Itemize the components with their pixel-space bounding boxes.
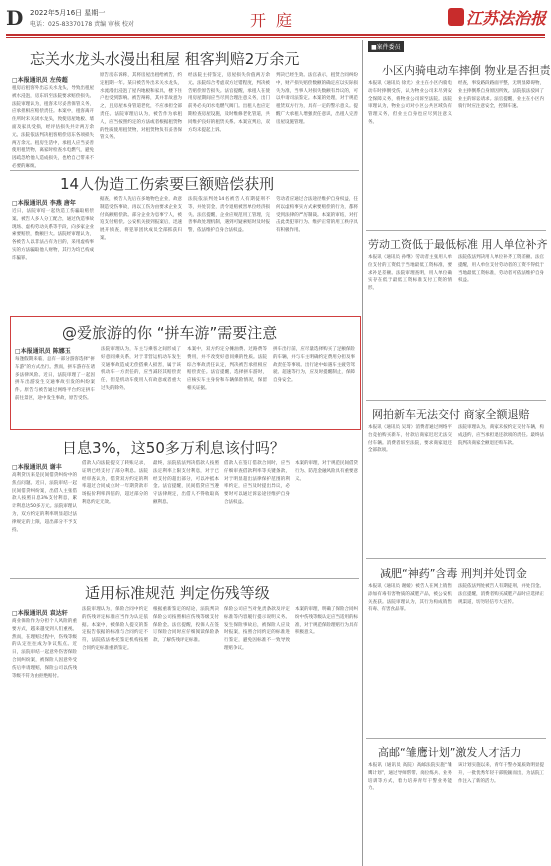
article-text: 租房后租客外出忘关水龙头，导致出租屋被水浸泡，房东诉至法院要求赔偿损失。法院审理认为，租客未尽妥善保管义务，应承担相应赔偿责任。本案中，租客离开住所时未关闭水龙头，致使房屋地板、墙面及家具受损，经评估损失共计两万余元。法院依法判决租客赔偿房东各项损失两万余元。租房生活中，承租人应当妥善使用租赁物，离家时检查水电燃气，避免因疏忽给他人造成损失，也给自己带来不必要的麻烦。: [12, 86, 94, 169]
masthead-info: 电话：025-83370178 责编 审核 校对: [30, 21, 134, 28]
article-text: 经法院主持鉴定，房屋损失价值两万余元。法院综合考虑双方过错程度，判决被告赔偿原告损失。法官提醒，承租人在使用房屋期间应当尽到合理注意义务，出门前务必关闭水电燃气阀门。出租人也应定期检查房屋设施，及时维修老化管道，共同维护良好的租赁关系。本案宣判后，双方均未提起上诉。: [188, 73, 270, 133]
article-text: 法院依法判处被告人有期徒刑，并处罚金。法官提醒，消费者购买减肥产品时应选择正规渠道，切勿轻信夸大宣传。: [458, 584, 544, 605]
newspaper-logo: [448, 6, 546, 30]
article-text: 法院依法判决用人单位补齐工资差额。法官提醒，用人单位支付劳动者的工资不得低于当地最低工资标准，劳动者可依法维护自身权益。: [458, 255, 544, 284]
section-rule: [366, 230, 546, 231]
article-text: 保险公司应当对免责条款及评定标准等内容履行提示说明义务。发生保险事故后，被保险人应及时报案，按照合同约定的标准进行鉴定，避免因标准不一致导致理赔争议。: [224, 607, 290, 651]
logo-text: 江苏法治报: [466, 9, 547, 28]
issue-date: 2022年5月16日 星期一: [30, 9, 106, 17]
article-headline: 小区内骑电动车摔倒 物业是否担责: [382, 64, 551, 77]
article-text: 本报讯（通讯员 谢媛）被告人在网上销售添加有毒有害物质的减肥产品，被公安机关查获。法院审理认为，其行为构成销售有毒、有害食品罪。: [368, 584, 452, 613]
article-text: 本案中，双方约定分摊油费、过路费等费用，并不改变好意同乘的性质。法院综合事故责任认定，判决被告承担相应赔偿责任。法官提醒，选择拼车游时，应核实车主身份和车辆保险情况，保留相关证据。: [187, 347, 267, 391]
article-text: 本报讯（通讯员 徐光）业主在小区内骑电动车时摔倒受伤，认为物业公司未尽到安全保障义务，将物业公司诉至法院。法院审理认为，物业公司对小区公共区域负有管理义务，但业主自身也应尽到注意义务。: [368, 81, 452, 125]
article-text: 本报讯（通讯员 吴琦）消费者通过网络平台竞拍购买新车，付款后商家迟迟无法交付车辆。消费者诉至法院，要求商家退还全部款项。: [368, 425, 452, 454]
article-text: 每逢假期来临，总有一部分游客选择“拼车游”的方式出行。然而，拼车游存在诸多法律风险。近日，法院审理了一起因拼车出游发生交通事故引发的纠纷案件。原告与被告通过网络平台约定拼车前往景区，途中发生事故，原告受伤。: [15, 357, 95, 401]
logo-icon: [448, 8, 464, 26]
article-headline: 劳动工资低于最低标准 用人单位补齐: [368, 238, 548, 251]
article-text: 本案的审理，对于规范民间借贷行为、防范金融风险具有重要意义。: [295, 461, 358, 482]
section-rule: [10, 170, 359, 171]
article-headline: 高邮“雏鹰计划”激发人才活力: [378, 746, 522, 759]
article-text: 据查，被告人先后在多地物色企业，故意制造受伤事故，再以工伤为由要求企业支付高额赔偿款。部分企业为息事宁人，被迫支付赔偿。公安机关接到报案后，迅速展开侦查，将犯罪团伙成员全部抓获归案。: [100, 197, 182, 241]
article-text: 借款人在签订借款合同时，应当仔细审查借款利率等关键条款，对于明显超出法律保护范围的利率约定，应当及时提出异议，必要时可以通过诉讼途径维护自身合法权益。: [224, 461, 290, 505]
section-name: 开庭: [250, 11, 303, 30]
section-tag: ■案件委员: [368, 41, 404, 52]
article-headline: 14人伪造工伤索要巨额赔偿获刑: [60, 175, 275, 193]
section-rule: [366, 400, 546, 401]
article-text: 根据重新鉴定的结论，法院判决保险公司按照相应伤残等级支付保险金。法官提醒，投保人在签订保险合同时应仔细阅读保险条款，了解伤残评定标准。: [153, 607, 219, 644]
article-text: 本报讯（通讯员 孙继）劳动者主张用人单位支付的工资低于当地最低工资标准，要求补足差额。法院审理查明，用人单位确实存在低于最低工资标准支付工资的情形。: [368, 255, 452, 292]
article-text: 判决已经生效。法官表示，租赁合同纠纷中，财产损失赔偿数额的确定应以实际损失为准，当事人对损失数额有异议的，可以申请司法鉴定。本案的处理，对于规范租赁双方行为，具有一定的警示意义。提醒广大承租人增强责任意识，出租人完善房屋设施管理。: [276, 73, 358, 125]
article-text: 该计划实施以来，青年干警办案质效明显提升，一批优秀年轻干部脱颖而出，为法院工作注入了新的活力。: [458, 763, 544, 784]
page-letter: D: [6, 6, 24, 30]
section-rule: [366, 558, 546, 559]
article-headline: 网拍新车无法交付 商家全额退赔: [372, 408, 530, 421]
article-text: 经查，事发路段路面平整，无明显障碍物，业主摔倒系自身原因所致。法院依法驳回了业主的诉讼请求。法官提醒，业主在小区内骑行时应注意安全，控制车速。: [458, 81, 544, 110]
masthead-rule-thin: [6, 37, 545, 38]
article-text: 原告房东诉称，其将房屋出租给被告，约定租期一年。某日被告外出未关水龙头，水流漫出浸泡了屋内地板和家具，楼下住户也受到影响。被告辩称，其并非故意为之，且房屋本身管道老化，不应承担全部责任。法院审理后认为，被告作为承租人，应当按照约定的方法或者根据租赁物的性质使用租赁物，对租赁物负有妥善保管义务。: [100, 73, 182, 141]
article-text: 高利贷历来是民间借贷纠纷中的焦点问题。近日，法院审结一起民间借贷纠纷案，出借人主张借款人按照日息3%支付利息，累计利息达50多万元。法院审理认为，双方约定的利率明显超过法律规定的上限，超出部分不予支持。: [12, 473, 77, 533]
article-text: 拼车出行前，应尽量选择购买了足额保险的车辆，并与车主明确约定费用分担及事故责任等事项。出行途中如遇车主疲劳驾驶、超速等行为，应及时提醒制止，保障自身安全。: [273, 347, 355, 384]
article-text: 本报讯（通讯员 高院）高邮法院实施“雏鹰计划”，通过导师帮带、岗位练兵、业务培训等方式，着力培养青年干警业务能力。: [368, 763, 452, 792]
article-text: 法院审理认为，保险合同中约定的伤残评定标准应当作为认定依据。本案中，被保险人提交的鉴定报告依据的标准与合同约定不符，法院依法委托鉴定机构按照合同约定标准重新鉴定。: [82, 607, 148, 651]
column-divider: [362, 40, 363, 866]
article-byline: □本报通讯员 陈娜玉: [15, 348, 71, 355]
article-byline: □本报通讯员 袁达轩: [12, 610, 68, 617]
article-headline: 日息3%，这50多万利息该付吗？: [62, 439, 285, 457]
section-rule: [10, 578, 359, 579]
article-text: 商业保险作为分担个人风险的重要方式，越来越受到人们重视。然而，在理赔过程中，伤残等级的认定往往成为争议焦点。近日，法院审结一起意外伤害保险合同纠纷案，被保险人因意外受伤后申请理赔，保险公司以伤残等级不符为由拒绝赔付。: [12, 619, 77, 679]
article-byline: □本报通讯员 谢丰: [12, 464, 62, 471]
masthead: [0, 0, 551, 40]
article-headline: 减肥“神药”含毒 刑判并处罚金: [380, 567, 527, 580]
article-byline: □本报通讯员 李燕 唐年: [12, 200, 76, 207]
article-text: 法院审理认为，车主与乘客之间形成了好意同乘关系，对于非营运机动车发生交通事故造成无偿搭乘人损害，属于该机动车一方责任的，应当减轻其赔偿责任，但是机动车使用人有故意或者重大过失的除外。: [101, 347, 181, 391]
article-text: 法院依法判处14名被告人有期徒刑不等，并处罚金，责令退赔被害单位经济损失。法官提醒，企业应规范用工管理，完善事故处理机制，遇到可疑索赔时及时报警，依法维护自身合法权益。: [188, 197, 270, 234]
article-headline: 忘关水龙头水漫出租屋 租客判赔2万余元: [30, 50, 300, 68]
article-text: 最终，法院依法判决借款人按照法定利率上限支付利息，对于已经支付的超出部分，可以冲抵本金。法官提醒，民间借贷应当遵守法律规定，出借人不得收取高额利息。: [153, 461, 219, 505]
section-rule: [366, 738, 546, 739]
article-text: 本案的审理，明确了保险合同纠纷中伤残等级认定应当适用的标准，对于规范保险理赔行为具有积极意义。: [295, 607, 358, 636]
article-headline: @爱旅游的你 “拼车游”需要注意: [62, 324, 278, 342]
article-text: 法院审理认为，商家未按约定交付车辆，构成违约，应当承担退还款项的责任。最终法院判决商家全额退还购车款。: [458, 425, 544, 446]
article-headline: 适用标准规范 判定伤残等级: [85, 584, 270, 602]
masthead-rule: [6, 34, 545, 36]
article-text: 近日，法院审结一起伪造工伤骗取赔偿案。被告人多人分工配合，通过伪造事故现场、虚构劳动关系等手段，向多家企业索要赔偿，数额巨大。法院经审理认为，各被告人以非法占有为目的，采用虚构事实的方法骗取他人财物，其行为均已构成诈骗罪。: [12, 209, 94, 261]
article-byline: □本报通讯员 左传超: [12, 77, 68, 84]
article-text: 劳动者应通过合法途径维护自身权益，任何以虚构事实方式索要赔偿的行为，都将受到法律的严厉制裁。本案的审结，对打击此类犯罪行为、维护正常的用工秩序具有积极作用。: [276, 197, 358, 234]
article-text: 借款人向法院提交了转账记录，证明已经支付了部分利息。法院经审查认为，借贷双方约定的利率超过合同成立时一年期贷款市场报价利率四倍的，超过部分的利息约定无效。: [82, 461, 148, 505]
